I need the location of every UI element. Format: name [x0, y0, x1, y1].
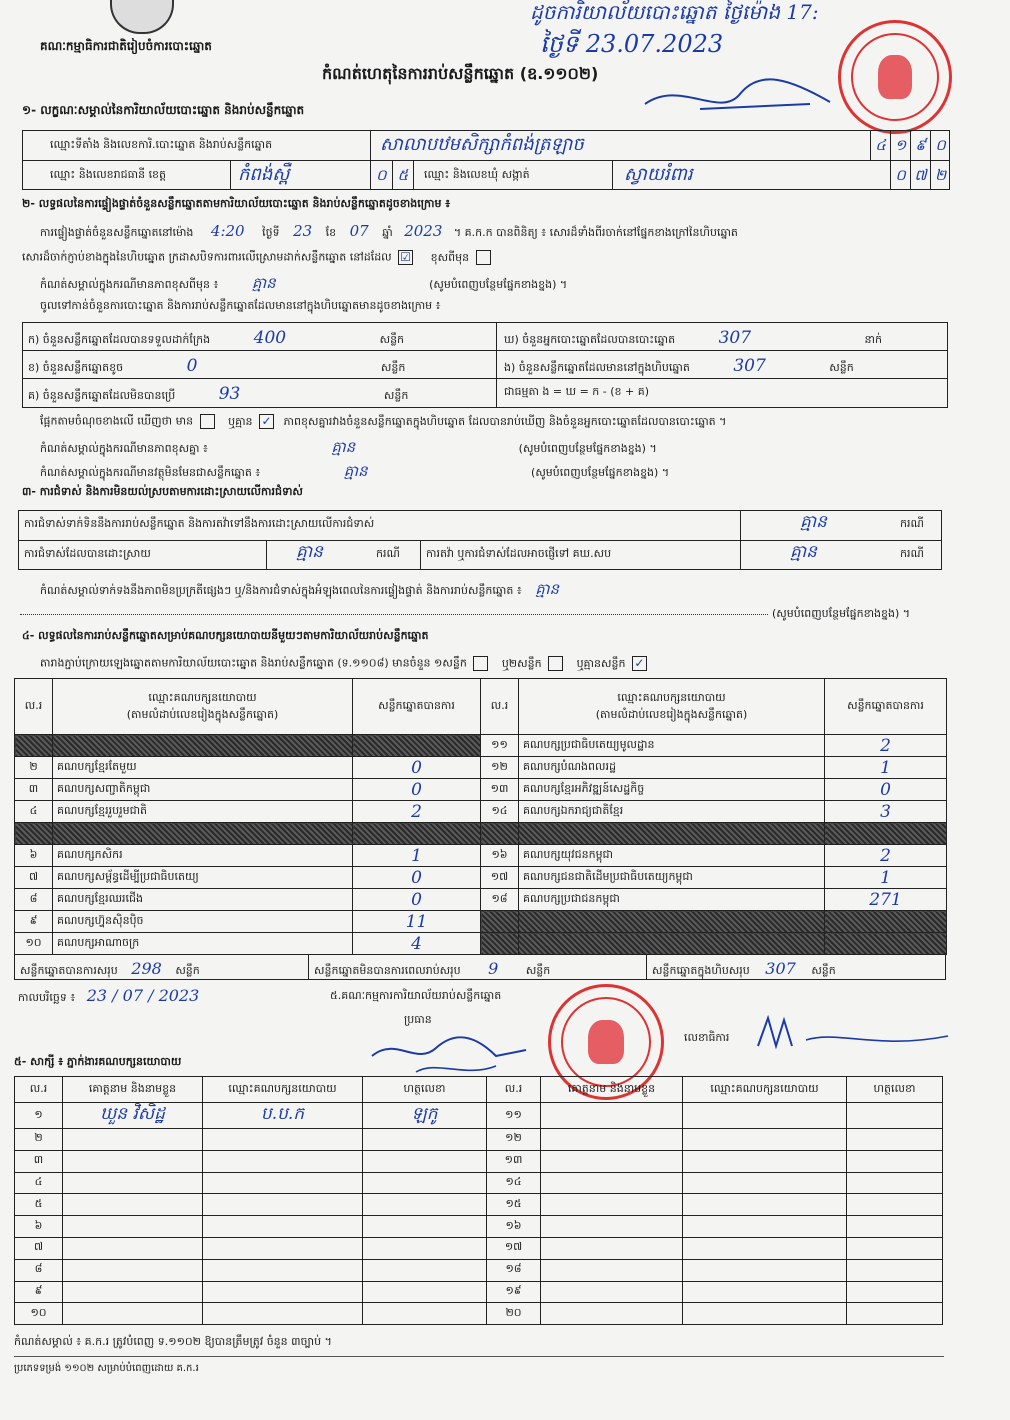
- station-number: ៤ ១ ៩ ០: [870, 130, 950, 160]
- party-name-left: គណបក្សកសិករ: [53, 845, 353, 867]
- witness-name-left[interactable]: [63, 1129, 203, 1151]
- invalid-total: សន្លឹកឆ្នោតមិនបានការពេលរាប់សរុប 9 សន្លឹក: [314, 959, 551, 978]
- commune-value: ស្វាយរំពារ: [624, 164, 693, 185]
- box-total: សន្លឹកឆ្នោតក្នុងហិបសរុប 307 សន្លឹក: [652, 959, 836, 978]
- witness-signature-left[interactable]: [363, 1303, 487, 1325]
- commune-number: ០ ៧ ២: [890, 160, 950, 190]
- party-row: [15, 801, 947, 823]
- party-number-left: ៦: [15, 845, 53, 867]
- witness-name-right[interactable]: [541, 1150, 683, 1172]
- no-sheet-checkbox[interactable]: ✓: [632, 656, 647, 671]
- witness-party-left[interactable]: [203, 1150, 363, 1172]
- commune-label: ឈ្មោះ និងលេខឃុំ សង្កាត់: [424, 168, 530, 181]
- party-row: [15, 867, 947, 889]
- party-name-right: [519, 933, 825, 955]
- ballot-count-intro: ចូលទៅកាន់ចំនួនការបោះឆ្នោត និងការរាប់សន្លឹកឆ្នោតដែលមាននៅក្នុងហិបឆ្នោតមានដូចខាងក្រោម ៖: [40, 299, 441, 312]
- two-sheet-checkbox[interactable]: [548, 656, 563, 671]
- party-name-left: [53, 735, 353, 757]
- witness-party-right[interactable]: [683, 1237, 847, 1259]
- col-no-right: ល.រ: [481, 679, 519, 735]
- party-row: [15, 735, 947, 757]
- seal-status-line: សោរដ៏ចាក់ក្ញាប់ខាងក្នុងនៃហិបឆ្នោត ក្រដាសបិទការពារលើស្រោមដាក់សន្លឹកឆ្នោត នៅដដែល ☑ ខុសពីមុន: [22, 250, 491, 265]
- party-number-right: ១៤: [481, 801, 519, 823]
- party-name-left: គណបក្សអាណាចក្រ: [53, 933, 353, 955]
- complaint-row1-label: ការជំទាស់ទាក់ទិននឹងការរាប់សន្លឹកឆ្នោត និងការតវ៉ាទៅនឹងការដោះស្រាយលើការជំទាស់: [24, 517, 375, 530]
- w-col-sign-right: ហត្ថលេខា: [847, 1077, 943, 1103]
- col-party-left: ឈ្មោះគណបក្សនយោបាយ (តាមលំដាប់លេខរៀងក្នុងសន្លឹកឆ្នោត): [53, 679, 353, 735]
- party-votes-right: [825, 823, 947, 845]
- witness-row: [15, 1129, 943, 1151]
- irregularity-note-suffix: (សូមបំពេញបន្ថែមផ្នែកខាងខ្នង) ។: [772, 607, 911, 620]
- witness-number-left: ៤: [15, 1172, 63, 1194]
- party-name-right: [519, 911, 825, 933]
- party-name-right: គណបក្សយុវជនកម្ពុជា: [519, 845, 825, 867]
- party-row: [15, 845, 947, 867]
- witness-name-left[interactable]: [63, 1303, 203, 1325]
- col-votes-right: សន្លឹកឆ្នោតបានការ: [825, 679, 947, 735]
- location-label: ឈ្មោះទីតាំង និងលេខការិ.បោះឆ្នោត និងរាប់សន្លឹកឆ្នោត: [50, 138, 273, 151]
- w-col-name-right: គោត្តនាម និងនាមខ្លួន: [541, 1077, 683, 1103]
- witness-party-right[interactable]: [683, 1303, 847, 1325]
- w-col-name-left: គោត្តនាម និងនាមខ្លួន: [63, 1077, 203, 1103]
- party-number-left: ៣: [15, 779, 53, 801]
- witness-signature-right[interactable]: [847, 1150, 943, 1172]
- witness-party-right[interactable]: [683, 1259, 847, 1281]
- party-number-left: [15, 735, 53, 757]
- seal-note-line: កំណត់សម្គាល់ក្នុងករណីមានភាពខុសពីមុន ៖ គ្មាន (សូមបំពេញបន្ថែមផ្នែកខាងខ្នង) ។: [40, 274, 568, 292]
- witness-signature-left[interactable]: [363, 1281, 487, 1303]
- ballots-spoiled-row: ខ) ចំនួនសន្លឹកឆ្នោតខូច 0 សន្លឹក: [28, 356, 406, 376]
- party-votes-left: [353, 735, 481, 757]
- party-votes-left: [353, 823, 481, 845]
- discrepancy-line: ផ្អែកតាមចំណុចខាងលើ ឃើញថា មាន ឬគ្មាន ✓ ភាពខុសគ្នារវាងចំនួនសន្លឹកឆ្នោតក្នុងហិបឆ្នោត ដែលបានរាប់ឃើញ និងចំនួនអ្នកបោះឆ្នោតដែលបានបោះឆ្នោត ។: [40, 414, 727, 428]
- party-row: [15, 757, 947, 779]
- witness-number-right: ១៥: [487, 1194, 541, 1216]
- province-value: កំពង់ស្ពឺ: [238, 164, 290, 185]
- party-votes-right: 1: [825, 757, 947, 779]
- witness-row: [15, 1259, 943, 1281]
- party-votes-right: 1: [825, 867, 947, 889]
- witness-number-right: ១៩: [487, 1281, 541, 1303]
- one-sheet-checkbox[interactable]: [473, 656, 488, 671]
- party-number-left: [15, 823, 53, 845]
- witness-signature-left[interactable]: [363, 1194, 487, 1216]
- party-name-right: គណបក្សបំណងពលរដ្ឋ: [519, 757, 825, 779]
- witness-number-left: ៦: [15, 1216, 63, 1238]
- foreign-object-note: កំណត់សម្គាល់ក្នុងករណីមានវត្ថុមិនមែនជាសន្លឹកឆ្នោត ៖ គ្មាន (សូមបំពេញបន្ថែមផ្នែកខាងខ្នង) ។: [40, 462, 670, 480]
- witness-name-right[interactable]: [541, 1303, 683, 1325]
- witness-number-right: ១៣: [487, 1150, 541, 1172]
- discrepancy-note: កំណត់សម្គាល់ក្នុងករណីមានភាពខុសគ្នា ៖ គ្មាន (សូមបំពេញបន្ថែមផ្នែកខាងខ្នង) ។: [40, 438, 657, 456]
- col-party-right: ឈ្មោះគណបក្សនយោបាយ (តាមលំដាប់លេខរៀងក្នុងសន្លឹកឆ្នោត): [519, 679, 825, 735]
- witness-number-right: ២០: [487, 1303, 541, 1325]
- complaint-row2-case: ករណី: [376, 547, 400, 560]
- witness-signature-left[interactable]: [363, 1237, 487, 1259]
- witness-number-left: ៥: [15, 1194, 63, 1216]
- chair-signature: [366, 1026, 536, 1080]
- party-votes-left: 0: [353, 889, 481, 911]
- party-row: [15, 911, 947, 933]
- witness-number-left: ៧: [15, 1237, 63, 1259]
- witness-party-right[interactable]: [683, 1281, 847, 1303]
- witness-party-left[interactable]: [203, 1237, 363, 1259]
- party-name-left: គណបក្សខ្មែរតែមួយ: [53, 757, 353, 779]
- witness-name-right[interactable]: [541, 1103, 683, 1129]
- witness-name-left: ឃួន វិសិដ្ឋ: [63, 1103, 203, 1129]
- footer-form-type: ប្រភេទទម្រង់ ១១០២ សម្រាប់បំពេញដោយ គ.ក.រ: [14, 1363, 199, 1374]
- witness-number-right: ១៦: [487, 1216, 541, 1238]
- complaint-row2-value: គ្មាន: [296, 542, 323, 562]
- witness-name-right[interactable]: [541, 1216, 683, 1238]
- witness-party-right[interactable]: [683, 1172, 847, 1194]
- secretary-label: លេខាធិការ: [684, 1031, 730, 1044]
- witness-party-left[interactable]: [203, 1172, 363, 1194]
- witness-party-left[interactable]: [203, 1259, 363, 1281]
- witness-name-right[interactable]: [541, 1129, 683, 1151]
- witness-name-left[interactable]: [63, 1194, 203, 1216]
- witness-number-left: ១: [15, 1103, 63, 1129]
- witness-signature-left: ឡកូ: [363, 1103, 487, 1129]
- party-number-right: ១៦: [481, 845, 519, 867]
- ballots-unused-row: គ) ចំនួនសន្លឹកឆ្នោតដែលមិនបានប្រើ 93 សន្លឹក: [28, 384, 409, 404]
- party-row: [15, 933, 947, 955]
- w-col-party-right: ឈ្មោះគណបក្សនយោបាយ: [683, 1077, 847, 1103]
- has-discrepancy-checkbox[interactable]: [200, 414, 215, 429]
- col-no-left: ល.រ: [15, 679, 53, 735]
- party-name-left: គណបក្សខ្មែរឈរជើង: [53, 889, 353, 911]
- party-number-left: ៧: [15, 867, 53, 889]
- voters-row: ឃ) ចំនួនអ្នកបោះឆ្នោតដែលបានបោះឆ្នោត 307 នាក់: [504, 328, 882, 348]
- ballots-received-row: ក) ចំនួនសន្លឹកឆ្នោតដែលបានទទួលដាក់ក្រែង 400 សន្លឹក: [28, 328, 405, 348]
- party-number-right: [481, 823, 519, 845]
- party-votes-left: 11: [353, 911, 481, 933]
- party-name-left: គណបក្សហ្វ៊ុនស៊ិនប៉ិច: [53, 911, 353, 933]
- witness-number-left: ៩: [15, 1281, 63, 1303]
- witness-table: [14, 1076, 943, 1325]
- witness-party-left[interactable]: [203, 1216, 363, 1238]
- signing-date: កាលបរិច្ឆេទ ៖ 23 / 07 / 2023: [18, 986, 200, 1005]
- party-name-right: គណបក្សខ្មែរអភិវឌ្ឍន៍សេដ្ឋកិច្ច: [519, 779, 825, 801]
- section2-heading: ២- លទ្ធផលនៃការផ្ទៀងផ្ទាត់ចំនួនសន្លឹកឆ្នោតតាមការិយាល័យបោះឆ្នោត និងរាប់សន្លឹកឆ្នោតដូចខាងក្រោម ៖: [22, 197, 451, 210]
- complaint-row2-label: ការជំទាស់ដែលបានដោះស្រាយ: [24, 547, 151, 560]
- section5-heading: ៥- សាក្សី ៖ ភ្នាក់ងារគណបក្សនយោបាយ: [14, 1055, 182, 1068]
- witness-row: [15, 1237, 943, 1259]
- verification-time-line: ការផ្ទៀងផ្ទាត់ចំនួនសន្លឹកឆ្នោតនៅម៉ោង 4:20 ថ្ងៃទី 23 ខែ 07 ឆ្នាំ 2023 ។ គ.ក.ក បានពិនិត្យ ៖ សោរដ៏ទាំងពីរចាក់នៅផ្នែកខាងក្រៅនៃហិបឆ្នោត: [40, 222, 738, 240]
- witness-number-right: ១២: [487, 1129, 541, 1151]
- witness-signature-right[interactable]: [847, 1237, 943, 1259]
- party-number-right: ១១: [481, 735, 519, 757]
- party-votes-right: 3: [825, 801, 947, 823]
- party-number-left: ៨: [15, 889, 53, 911]
- complaint-row1-value: គ្មាន: [800, 512, 827, 532]
- witness-signature-right[interactable]: [847, 1216, 943, 1238]
- party-row: [15, 779, 947, 801]
- witness-party-right[interactable]: [683, 1129, 847, 1151]
- witness-name-right[interactable]: [541, 1237, 683, 1259]
- witness-party-right[interactable]: [683, 1194, 847, 1216]
- party-number-right: ១៨: [481, 889, 519, 911]
- party-votes-right: [825, 933, 947, 955]
- complaint-row2-mid-value: គ្មាន: [790, 542, 817, 562]
- party-name-right: គណបក្សប្រជាធិបតេយ្យមូលដ្ឋាន: [519, 735, 825, 757]
- w-col-party-left: ឈ្មោះគណបក្សនយោបាយ: [203, 1077, 363, 1103]
- chair-label: ប្រធាន: [404, 1013, 432, 1026]
- witness-name-left[interactable]: [63, 1237, 203, 1259]
- signature-scribble-top: [640, 74, 840, 120]
- witness-party-left: ប.ប.ក: [203, 1103, 363, 1129]
- witness-signature-left[interactable]: [363, 1172, 487, 1194]
- unchanged-checkbox[interactable]: ☑: [398, 250, 413, 265]
- party-votes-right: 271: [825, 889, 947, 911]
- party-number-right: ១៧: [481, 867, 519, 889]
- party-name-right: គណបក្សឯករាជ្យជាតិខ្មែរ: [519, 801, 825, 823]
- complaint-row2-mid-case: ករណី: [900, 547, 924, 560]
- witness-number-left: ២: [15, 1129, 63, 1151]
- witness-name-left[interactable]: [63, 1172, 203, 1194]
- party-votes-right: 2: [825, 735, 947, 757]
- witness-signature-right[interactable]: [847, 1103, 943, 1129]
- col-votes-left: សន្លឹកឆ្នោតបានការ: [353, 679, 481, 735]
- party-row: [15, 889, 947, 911]
- no-discrepancy-checkbox[interactable]: ✓: [259, 414, 274, 429]
- witness-number-right: ១១: [487, 1103, 541, 1129]
- witness-number-right: ១៧: [487, 1237, 541, 1259]
- irregularity-note: កំណត់សម្គាល់ទាក់ទងនឹងភាពមិនប្រក្រតីផ្សេងៗ ឬ/និងការជំទាស់ក្នុងអំឡុងពេលនៃការផ្ទៀងផ្ទាត់ និងការរាប់សន្លឹកឆ្នោត ៖ គ្មាន: [40, 580, 560, 598]
- witness-signature-right[interactable]: [847, 1172, 943, 1194]
- attachment-line: តារាងភ្ជាប់ក្រោយឡេងឆ្នោតតាមការិយាល័យបោះឆ្នោត និងរាប់សន្លឹកឆ្នោត (ទ.១១០៨) មានចំនួន ១សន្លឹក ឬ២សន្លឹក ឬគ្មានសន្លឹក ✓: [40, 656, 647, 671]
- witness-number-left: ១០: [15, 1303, 63, 1325]
- party-number-right: [481, 911, 519, 933]
- witness-name-right[interactable]: [541, 1281, 683, 1303]
- footer-note: កំណត់សម្គាល់ ៖ គ.ក.រ ត្រូវបំពេញ ទ.១១០២ ឱ្យបានត្រឹមត្រូវ ចំនួន ៣ច្បាប់ ។: [14, 1335, 332, 1348]
- witness-party-left[interactable]: [203, 1129, 363, 1151]
- witness-row: [15, 1303, 943, 1325]
- party-number-left: ២: [15, 757, 53, 779]
- party-votes-left: 0: [353, 867, 481, 889]
- committee-name: គណៈកម្មាធិការជាតិរៀបចំការបោះឆ្នោត: [40, 39, 212, 53]
- complaint-row2-mid: ការតវ៉ា ឬការជំទាស់ដែលអាចផ្ញើទៅ គឃ.សប: [426, 547, 612, 560]
- party-name-left: គណបក្សសម្ព័ន្ធដើម្បីប្រជាធិបតេយ្យ: [53, 867, 353, 889]
- party-number-left: ១០: [15, 933, 53, 955]
- witness-name-left[interactable]: [63, 1259, 203, 1281]
- party-name-left: គណបក្សខ្មែររួបរួមជាតិ: [53, 801, 353, 823]
- party-votes-right: 0: [825, 779, 947, 801]
- w-col-no-right: ល.រ: [487, 1077, 541, 1103]
- party-number-right: [481, 933, 519, 955]
- location-value: សាលាបឋមសិក្សាកំពង់ត្រឡាច: [380, 134, 584, 155]
- witness-row: [15, 1150, 943, 1172]
- province-number: ០ ៥: [370, 160, 414, 190]
- party-number-left: ៤: [15, 801, 53, 823]
- witness-row: [15, 1216, 943, 1238]
- party-name-right: [519, 823, 825, 845]
- witness-row: [15, 1194, 943, 1216]
- section4-heading: ៤- លទ្ធផលនៃការរាប់សន្លឹកឆ្នោតសម្រាប់គណបក្សនយោបាយនីមួយៗតាមការិយាល័យរាប់សន្លឹកឆ្នោត: [22, 629, 429, 642]
- province-label: ឈ្មោះ និងលេខរាជធានី ខេត្ត: [50, 168, 167, 181]
- witness-signature-right[interactable]: [847, 1259, 943, 1281]
- handwritten-header-date: ថ្ងៃទី 23.07.2023: [540, 30, 724, 58]
- witness-signature-right[interactable]: [847, 1303, 943, 1325]
- party-row: [15, 823, 947, 845]
- witness-number-left: ៣: [15, 1150, 63, 1172]
- witness-row: [15, 1103, 943, 1129]
- party-number-right: ១៣: [481, 779, 519, 801]
- witness-number-left: ៨: [15, 1259, 63, 1281]
- witness-party-right[interactable]: [683, 1216, 847, 1238]
- witness-party-left[interactable]: [203, 1281, 363, 1303]
- witness-party-right[interactable]: [683, 1103, 847, 1129]
- complaint-row1-case: ករណី: [900, 517, 924, 530]
- witness-name-left[interactable]: [63, 1150, 203, 1172]
- witness-signature-left[interactable]: [363, 1129, 487, 1151]
- section3-heading: ៣- ការជំទាស់ និងការមិនយល់ស្របតាមការដោះស្រាយលើការជំទាស់: [22, 485, 303, 498]
- witness-signature-left[interactable]: [363, 1216, 487, 1238]
- secretary-signature: [748, 1010, 958, 1060]
- party-votes-right: 2: [825, 845, 947, 867]
- witness-party-left[interactable]: [203, 1194, 363, 1216]
- party-name-right: គណបក្សជនជាតិដើមប្រជាធិបតេយ្យកម្ពុជា: [519, 867, 825, 889]
- witness-party-right[interactable]: [683, 1150, 847, 1172]
- party-number-left: ៩: [15, 911, 53, 933]
- witness-party-left[interactable]: [203, 1303, 363, 1325]
- witness-name-left[interactable]: [63, 1281, 203, 1303]
- party-results-table: [14, 678, 947, 955]
- witness-signature-left[interactable]: [363, 1150, 487, 1172]
- witness-row: [15, 1172, 943, 1194]
- witness-name-left[interactable]: [63, 1216, 203, 1238]
- party-votes-left: 2: [353, 801, 481, 823]
- w-col-sign-left: ហត្ថលេខា: [363, 1077, 487, 1103]
- witness-number-right: ១៨: [487, 1259, 541, 1281]
- formula-row: ជាធម្មតា ង = ឃ = ក - (ខ + គ): [504, 385, 649, 398]
- party-votes-left: 1: [353, 845, 481, 867]
- witness-row: [15, 1281, 943, 1303]
- witness-name-right[interactable]: [541, 1259, 683, 1281]
- party-name-right: គណបក្សប្រជាជនកម្ពុជា: [519, 889, 825, 911]
- emblem-logo: [110, 0, 174, 34]
- party-votes-left: 0: [353, 779, 481, 801]
- party-number-right: ១២: [481, 757, 519, 779]
- changed-checkbox[interactable]: [476, 250, 491, 265]
- witness-number-right: ១៤: [487, 1172, 541, 1194]
- party-votes-right: [825, 911, 947, 933]
- party-votes-left: 0: [353, 757, 481, 779]
- handwritten-header-note: ដូចការិយាល័យបោះឆ្នោត ថ្ងៃម៉ោង 17:: [530, 0, 819, 24]
- valid-total: សន្លឹកឆ្នោតបានការសរុប 298 សន្លឹក: [20, 959, 200, 978]
- counting-committee-label: ៥.គណៈកម្មការការិយាល័យរាប់សន្លឹកឆ្នោត: [330, 989, 502, 1002]
- party-name-left: គណបក្សសញ្ជាតិកម្ពុជា: [53, 779, 353, 801]
- official-stamp-top: [838, 20, 952, 134]
- witness-signature-left[interactable]: [363, 1259, 487, 1281]
- w-col-no-left: ល.រ: [15, 1077, 63, 1103]
- witness-signature-right[interactable]: [847, 1129, 943, 1151]
- witness-signature-right[interactable]: [847, 1194, 943, 1216]
- ballots-in-box-row: ង) ចំនួនសន្លឹកឆ្នោតដែលមាននៅក្នុងហិបឆ្នោត 307 សន្លឹក: [504, 356, 854, 376]
- witness-name-right[interactable]: [541, 1194, 683, 1216]
- section1-heading: ១- លក្ខណៈសម្គាល់នៃការិយាល័យបោះឆ្នោត និងរាប់សន្លឹកឆ្នោត: [22, 103, 305, 117]
- party-votes-left: 4: [353, 933, 481, 955]
- witness-signature-right[interactable]: [847, 1281, 943, 1303]
- witness-name-right[interactable]: [541, 1172, 683, 1194]
- party-name-left: [53, 823, 353, 845]
- form-title: កំណត់ហេតុនៃការរាប់សន្លឹកឆ្នោត (ឧ.១១០២): [322, 64, 599, 83]
